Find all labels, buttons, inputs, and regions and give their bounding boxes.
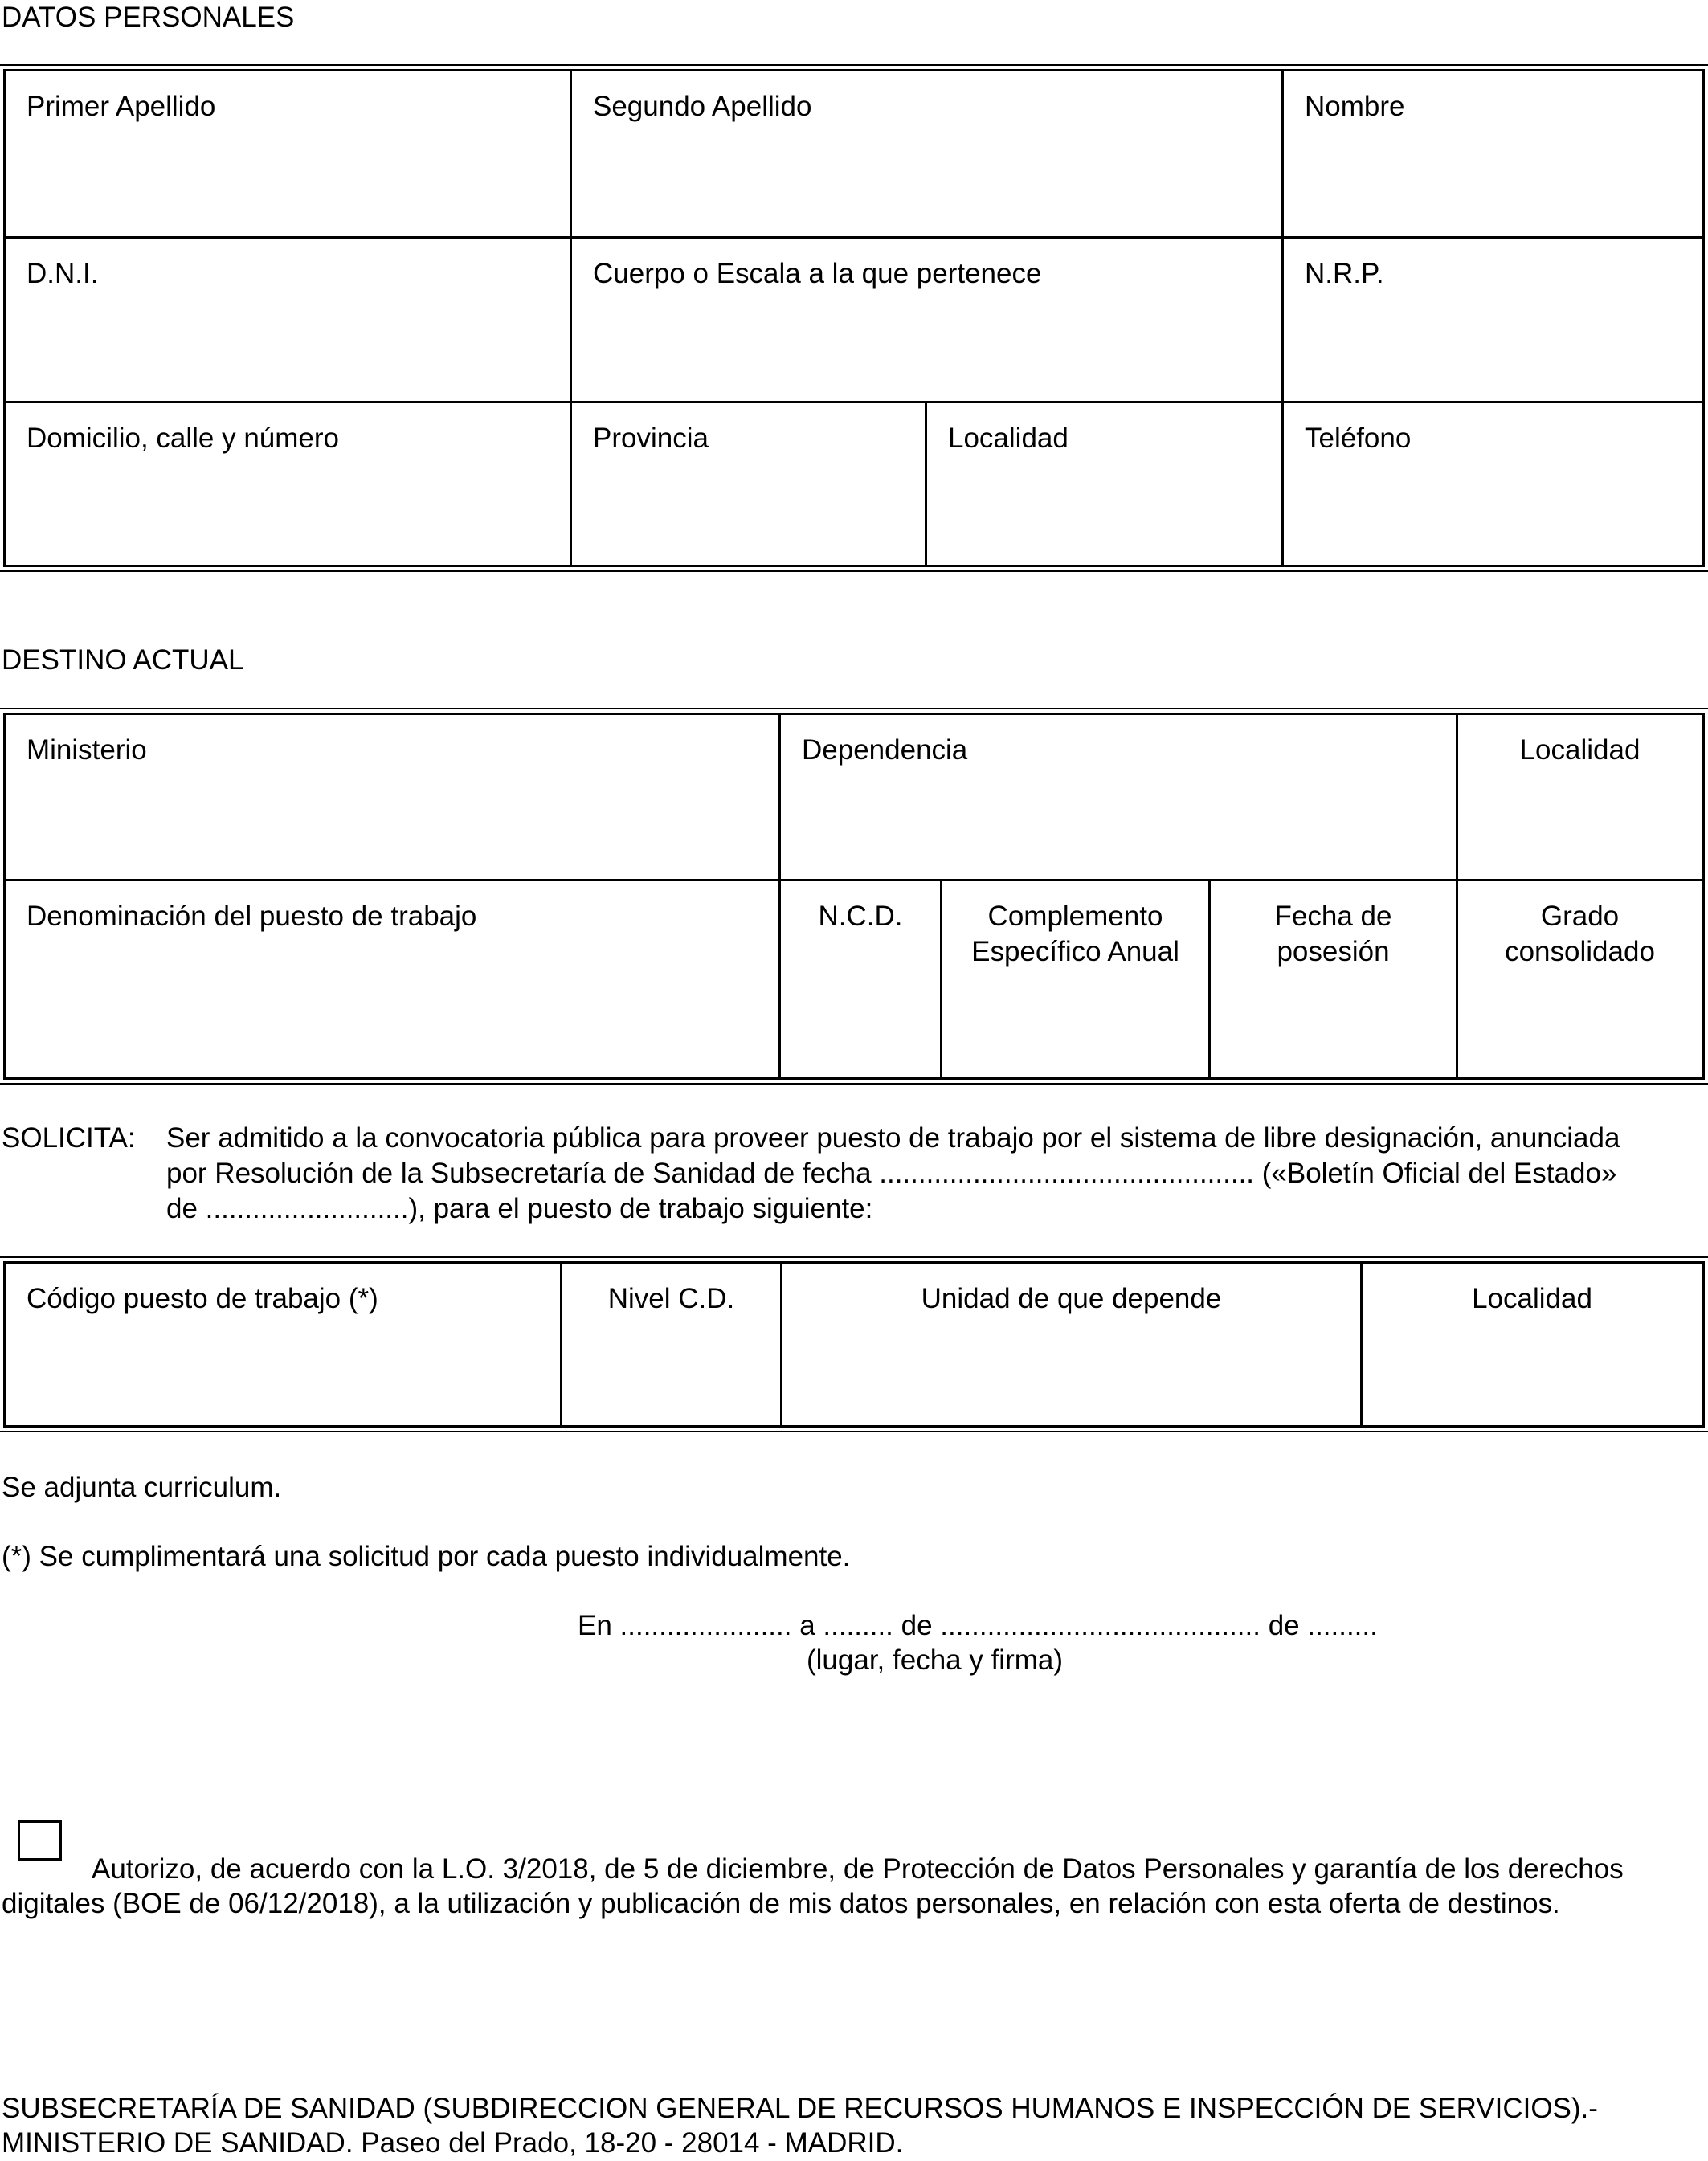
fecha-posesion-label-line2: posesión	[1277, 935, 1390, 967]
codigo-puesto-label: Código puesto de trabajo (*)	[27, 1283, 378, 1314]
section-title-datos-personales: DATOS PERSONALES	[2, 2, 295, 33]
nivel-cd-field[interactable]	[562, 1264, 780, 1425]
unidad-field[interactable]	[782, 1264, 1360, 1425]
telefono-label: Teléfono	[1305, 423, 1412, 454]
section-title-destino-actual: DESTINO ACTUAL	[2, 644, 244, 676]
fecha-posesion-label-line1: Fecha de	[1274, 901, 1392, 932]
puesto-solicitado-table	[3, 1261, 1705, 1428]
solicita-line3: de ..........................), para el puesto de trabajo siguiente:	[166, 1193, 873, 1224]
denominacion-label: Denominación del puesto de trabajo	[27, 901, 477, 932]
complemento-label-line2: Específico Anual	[971, 935, 1179, 967]
cuerpo-escala-label: Cuerpo o Escala a la que pertenece	[593, 258, 1042, 289]
fecha-posesion-field[interactable]	[1211, 881, 1456, 1080]
localidad-actual-label: Localidad	[1519, 734, 1641, 766]
localidad-label: Localidad	[948, 423, 1069, 454]
nrp-label: N.R.P.	[1305, 258, 1384, 289]
asterisk-note: (*) Se cumplimentará una solicitud por cada puesto individualmente.	[2, 1541, 851, 1572]
ncd-field[interactable]	[781, 881, 940, 1080]
complemento-field[interactable]	[942, 881, 1208, 1080]
nivel-cd-label: Nivel C.D.	[607, 1283, 735, 1314]
autorizo-line1: Autorizo, de acuerdo con la L.O. 3/2018, de 5 de diciembre, de Protección de Datos Personales y garantía de los derechos	[92, 1853, 1624, 1885]
destino-actual-table	[3, 713, 1705, 1080]
ministerio-label: Ministerio	[27, 734, 147, 766]
localidad-puesto-label: Localidad	[1472, 1283, 1592, 1314]
nombre-field[interactable]	[1284, 71, 1702, 236]
firma-line: En ...................... a ......... de ......................................... de .........	[578, 1610, 1378, 1641]
dependencia-field[interactable]	[781, 715, 1456, 879]
curriculum-note: Se adjunta curriculum.	[2, 1472, 282, 1503]
denominacion-field[interactable]	[6, 881, 778, 1080]
grado-consolidado-field[interactable]	[1458, 881, 1702, 1080]
solicita-label: SOLICITA:	[2, 1122, 136, 1154]
localidad-field[interactable]	[927, 403, 1281, 564]
telefono-field[interactable]	[1284, 403, 1702, 564]
grado-label-line2: consolidado	[1505, 935, 1655, 967]
datos-personales-table	[3, 69, 1705, 567]
dni-label: D.N.I.	[27, 258, 99, 289]
complemento-label-line1: Complemento	[987, 901, 1163, 932]
localidad-actual-field[interactable]	[1458, 715, 1702, 879]
domicilio-label: Domicilio, calle y número	[27, 423, 340, 454]
primer-apellido-field[interactable]	[6, 71, 570, 236]
segundo-apellido-field[interactable]	[572, 71, 1281, 236]
ncd-label: N.C.D.	[818, 901, 903, 932]
primer-apellido-label: Primer Apellido	[27, 91, 216, 122]
autorizo-checkbox[interactable]	[18, 1820, 62, 1861]
autorizo-line2: digitales (BOE de 06/12/2018), a la utilización y publicación de mis datos personales, en relación con esta oferta de destinos.	[2, 1888, 1560, 1919]
localidad-puesto-field[interactable]	[1363, 1264, 1702, 1425]
nrp-field[interactable]	[1284, 239, 1702, 401]
footer-line2: MINISTERIO DE SANIDAD. Paseo del Prado, 18-20 - 28014 - MADRID.	[2, 2127, 904, 2159]
footer-line1: SUBSECRETARÍA DE SANIDAD (SUBDIRECCION GENERAL DE RECURSOS HUMANOS E INSPECCIÓN DE SERVICIOS).-	[2, 2093, 1598, 2124]
cuerpo-escala-field[interactable]	[572, 239, 1281, 401]
dependencia-label: Dependencia	[802, 734, 968, 766]
grado-label-line1: Grado	[1540, 901, 1620, 932]
provincia-field[interactable]	[572, 403, 925, 564]
segundo-apellido-label: Segundo Apellido	[593, 91, 812, 122]
provincia-label: Provincia	[593, 423, 709, 454]
dni-field[interactable]	[6, 239, 570, 401]
firma-caption: (lugar, fecha y firma)	[807, 1644, 1063, 1676]
nombre-label: Nombre	[1305, 91, 1405, 122]
ministerio-field[interactable]	[6, 715, 778, 879]
codigo-puesto-field[interactable]	[6, 1264, 560, 1425]
domicilio-field[interactable]	[6, 403, 570, 564]
solicita-line2: por Resolución de la Subsecretaría de Sanidad de fecha ................................................ («Boletín Oficial del Estado»	[166, 1158, 1617, 1189]
solicita-line1: Ser admitido a la convocatoria pública para proveer puesto de trabajo por el sistema de libre designación, anunciada	[166, 1122, 1620, 1154]
unidad-label: Unidad de que depende	[921, 1283, 1222, 1314]
